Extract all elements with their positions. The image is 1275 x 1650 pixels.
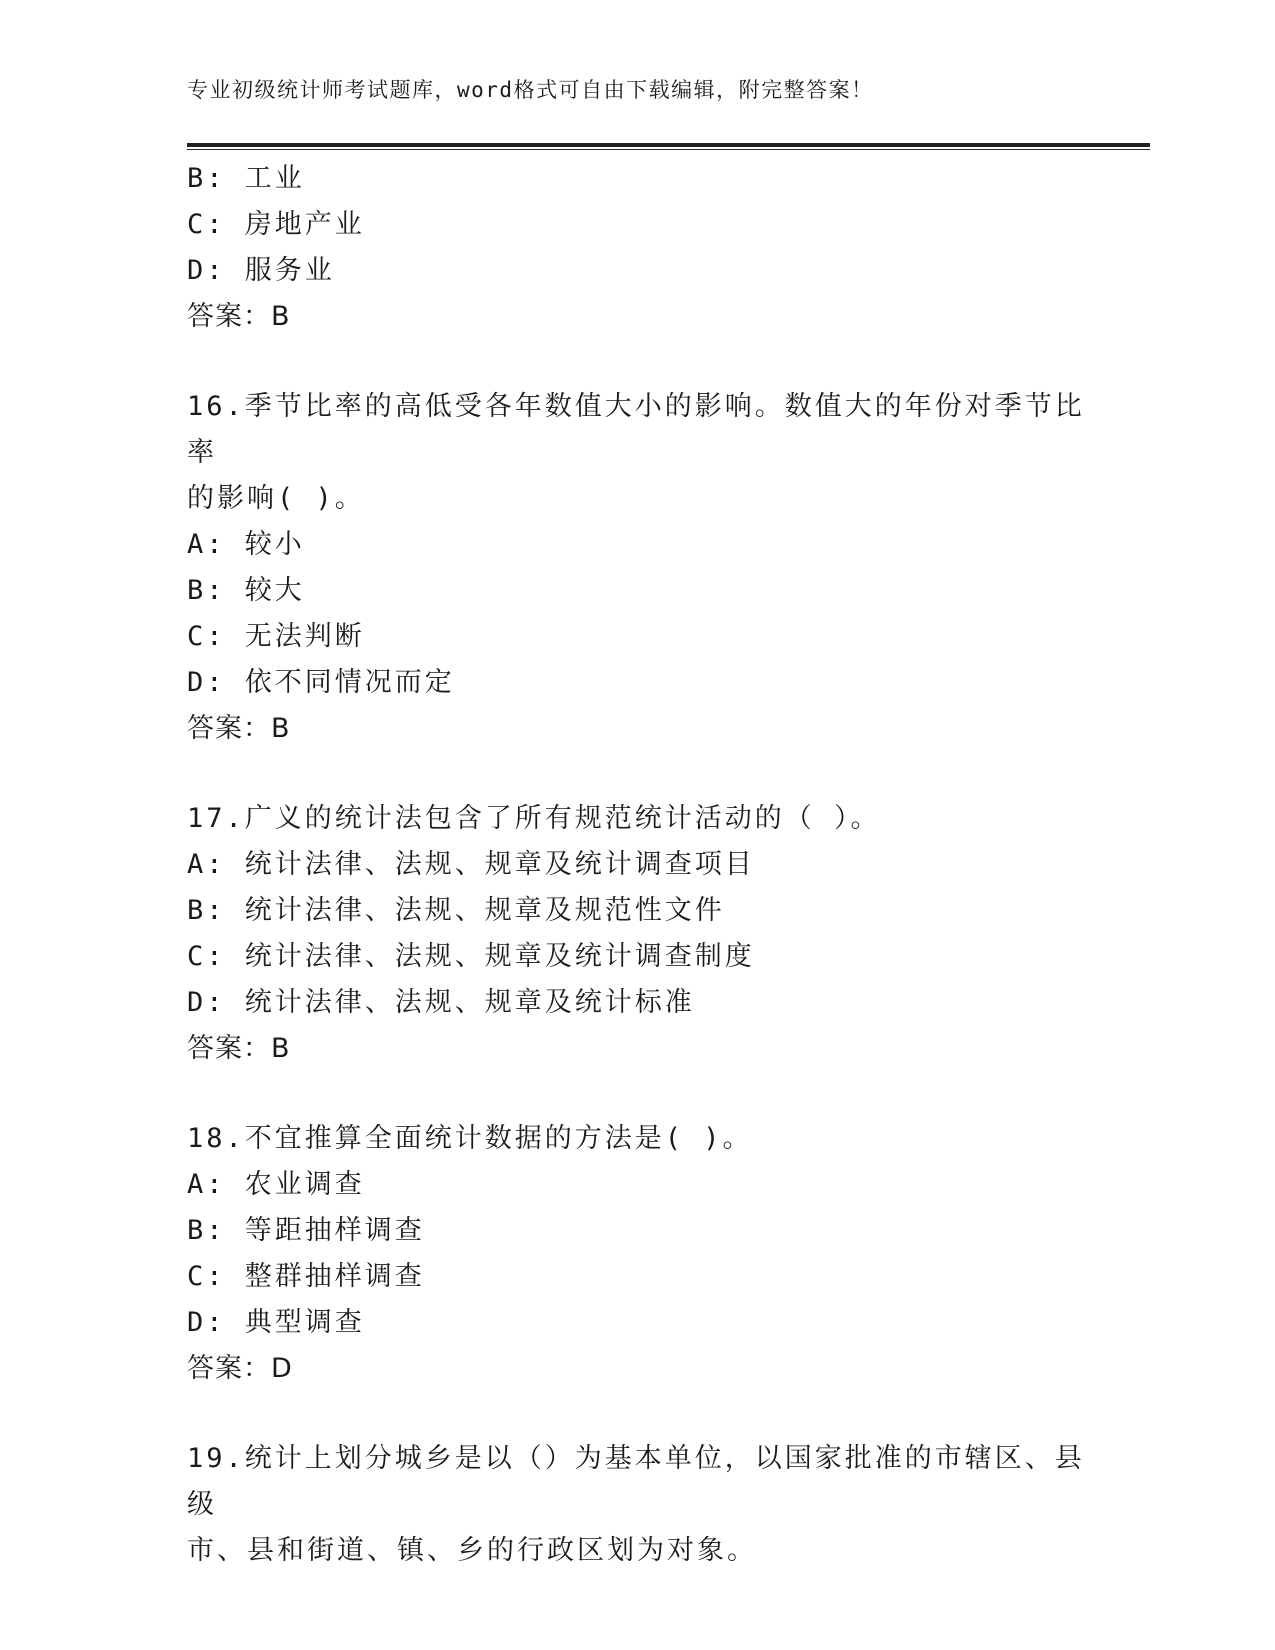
partial-question-15: [187, 156, 1087, 340]
option-d: D: 统计法律、法规、规章及统计标准: [187, 987, 695, 1018]
option-b: B: 较大: [187, 575, 305, 606]
question-stem-line: 19.统计上划分城乡是以（）为基本单位，以国家批准的市辖区、县级: [187, 1443, 1085, 1520]
question-17: [187, 796, 1087, 1072]
option-c: C: 统计法律、法规、规章及统计调查制度: [187, 941, 755, 972]
answer-line: 答案：B: [187, 713, 291, 744]
option-d: D: 典型调查: [187, 1307, 365, 1338]
option-c: C: 整群抽样调查: [187, 1261, 425, 1292]
question-stem-line: 17.广义的统计法包含了所有规范统计活动的（ ）。: [187, 803, 881, 834]
page-header: 专业初级统计师考试题库，word格式可自由下载编辑，附完整答案！: [187, 78, 874, 102]
option-d: D: 服务业: [187, 255, 335, 286]
option-a: A: 较小: [187, 529, 305, 560]
question-stem-line: 的影响( )。: [187, 483, 365, 514]
option-b: B: 工业: [187, 163, 305, 194]
option-b: B: 等距抽样调查: [187, 1215, 425, 1246]
option-c: C: 房地产业: [187, 209, 365, 240]
question-stem-line: 市、县和街道、镇、乡的行政区划为对象。: [187, 1535, 757, 1566]
question-16: [187, 384, 1087, 752]
answer-line: 答案：B: [187, 1033, 291, 1064]
question-18: [187, 1116, 1087, 1392]
question-stem-line: 18.不宜推算全面统计数据的方法是( )。: [187, 1123, 753, 1154]
answer-line: 答案：D: [187, 1353, 293, 1384]
option-b: B: 统计法律、法规、规章及规范性文件: [187, 895, 725, 926]
header-divider: [187, 143, 1150, 150]
answer-line: 答案：B: [187, 301, 291, 332]
option-a: A: 农业调查: [187, 1169, 365, 1200]
option-d: D: 依不同情况而定: [187, 667, 455, 698]
option-a: A: 统计法律、法规、规章及统计调查项目: [187, 849, 755, 880]
question-stem-line: 16.季节比率的高低受各年数值大小的影响。数值大的年份对季节比率: [187, 391, 1085, 468]
question-content: [187, 156, 1087, 1574]
question-19: [187, 1436, 1087, 1574]
option-c: C: 无法判断: [187, 621, 365, 652]
